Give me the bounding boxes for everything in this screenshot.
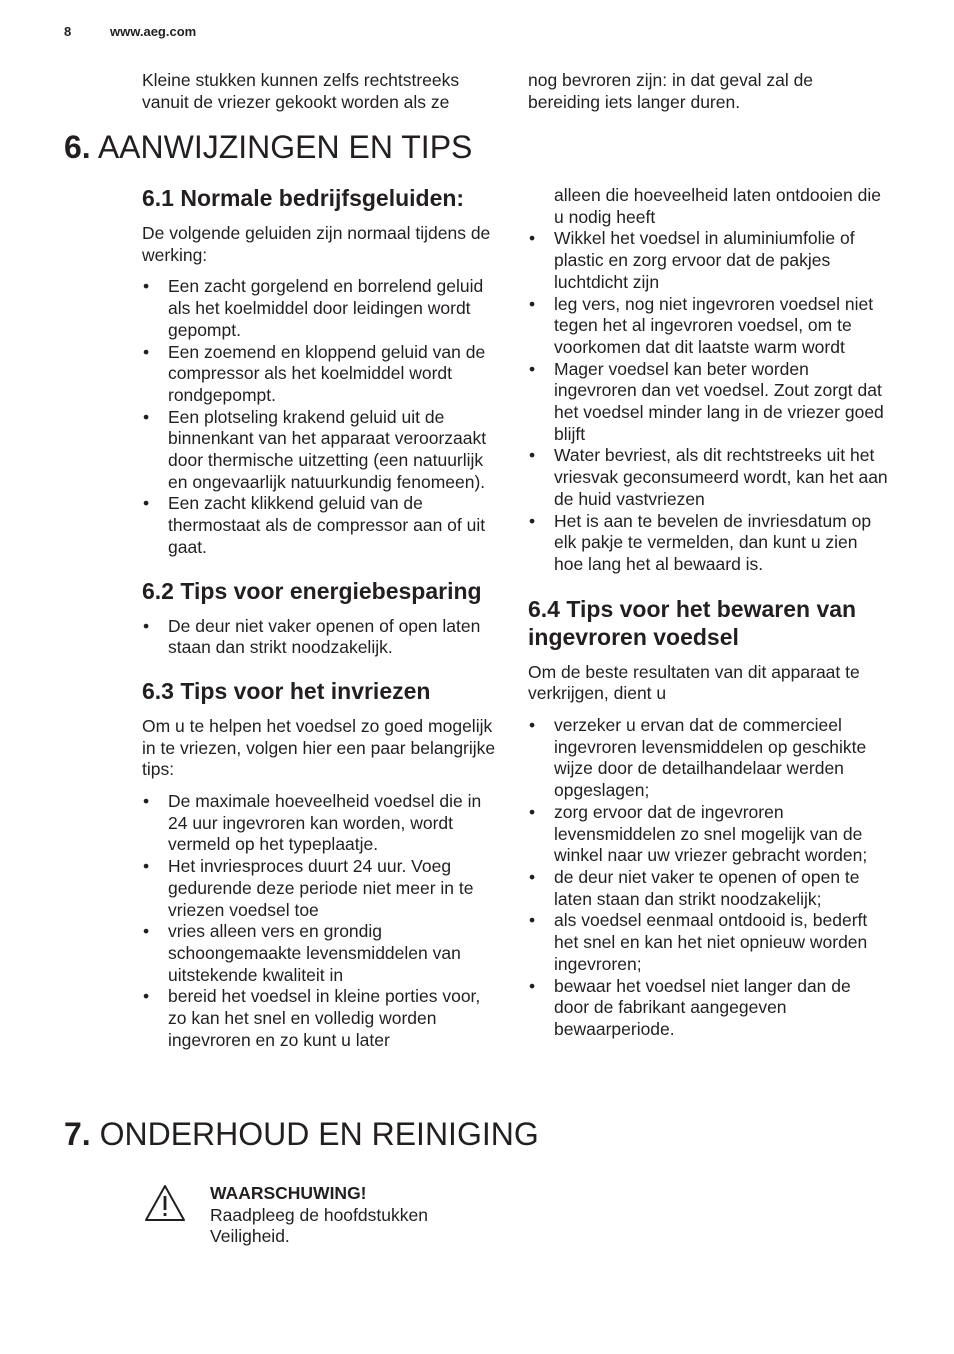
warning-text: Raadpleeg de hoofdstukken Veiligheid. [210, 1204, 428, 1247]
section-6-2-number: 6.2 [142, 577, 174, 604]
chapter-6-heading [64, 128, 472, 166]
section-6-2-list [142, 616, 502, 659]
list-item: • Een plotseling krakend geluid uit de binnenkant van het apparaat veroorzaakt door thermische uitzetting (een natuurlijk en ongevaarlijk natuurkundig fenomeen). [142, 407, 502, 494]
section-6-1-heading [142, 184, 502, 212]
chapter-7-title: ONDERHOUD EN REINIGING [99, 1116, 539, 1152]
warning-triangle-icon [143, 1183, 187, 1223]
list-item: • Een zoemend en kloppend geluid van de compressor als het koelmiddel wordt rondgepompt. [142, 342, 502, 407]
list-item: • Het invriesproces duurt 24 uur. Voeg gedurende deze periode niet meer in te vriezen voedsel toe [142, 856, 502, 921]
intro-right-text: nog bevroren zijn: in dat geval zal de bereiding iets langer duren. [528, 70, 814, 112]
list-item: • Een zacht gorgelend en borrelend geluid als het koelmiddel door leidingen wordt gepompt. [142, 276, 502, 341]
list-item: • leg vers, nog niet ingevroren voedsel niet tegen het al ingevroren voedsel, om te voorkomen dat dit laatste warm wordt [528, 294, 888, 359]
list-item: • bereid het voedsel in kleine porties voor, zo kan het snel en volledig worden ingevroren en zo kunt u later [142, 986, 502, 1051]
section-6-3-title: Tips voor het invriezen [180, 677, 431, 704]
section-6-3-list [142, 791, 502, 1051]
chapter-6-number: 6. [64, 129, 91, 165]
page-number: 8 [64, 24, 72, 39]
list-item: • Wikkel het voedsel in aluminiumfolie of plastic en zorg ervoor dat de pakjes luchtdicht zijn [528, 228, 888, 293]
section-6-4-title: Tips voor het bewaren van ingevroren voedsel [528, 595, 857, 650]
section-6-1-list [142, 276, 502, 558]
section-6-4-heading [528, 595, 888, 651]
list-item: • zorg ervoor dat de ingevroren levensmiddelen zo snel mogelijk van de winkel naar uw vriezer gebracht worden; [528, 802, 888, 867]
section-6-3-heading [142, 677, 502, 705]
section-6-3-intro: Om u te helpen het voedsel zo goed mogelijk in te vriezen, volgen hier een paar belangrijke tips: [142, 715, 496, 780]
list-item: • vries alleen vers en grondig schoongemaakte levensmiddelen van uitstekende kwaliteit in [142, 921, 502, 986]
list-item: • Mager voedsel kan beter worden ingevroren dan vet voedsel. Zout zorgt dat het voedsel minder lang in de vriezer goed blijft [528, 359, 888, 446]
list-item: • bewaar het voedsel niet langer dan de door de fabrikant aangegeven bewaarperiode. [528, 976, 888, 1041]
chapter-6-title: AANWIJZINGEN EN TIPS [97, 129, 473, 165]
intro-left-text: Kleine stukken kunnen zelfs rechtstreeks vanuit de vriezer gekookt worden als ze [142, 70, 460, 112]
section-6-4-number: 6.4 [528, 595, 560, 622]
section-6-3-list-continued [528, 228, 888, 575]
chapter-7-heading [64, 1115, 539, 1153]
section-6-3-continued-text: alleen die hoeveelheid laten ontdooien die u nodig heeft [554, 185, 881, 227]
warning-title: WAARSCHUWING! [210, 1183, 367, 1203]
section-6-3-number: 6.3 [142, 677, 174, 704]
warning-block [210, 1183, 490, 1248]
section-6-2-title: Tips voor energiebesparing [180, 577, 482, 604]
section-6-1-intro: De volgende geluiden zijn normaal tijdens de werking: [142, 223, 491, 265]
list-item: • De maximale hoeveelheid voedsel die in 24 uur ingevroren kan worden, wordt vermeld op het typeplaatje. [142, 791, 502, 856]
list-item: • Het is aan te bevelen de invriesdatum op elk pakje te vermelden, dan kunt u zien hoe lang het al bewaard is. [528, 511, 888, 576]
section-6-4-intro: Om de beste resultaten van dit apparaat te verkrijgen, dient u [528, 661, 860, 704]
website-url: www.aeg.com [110, 24, 197, 39]
section-6-1-title: Normale bedrijfsgeluiden: [180, 185, 465, 211]
list-item: • Water bevriest, als dit rechtstreeks uit het vriesvak geconsumeerd wordt, kan het aan de huid vastvriezen [528, 445, 888, 510]
list-item: • verzeker u ervan dat de commercieel ingevroren levensmiddelen op geschikte wijze door de detailhandelaar werden opgeslagen; [528, 715, 888, 802]
left-column [142, 184, 502, 1052]
chapter-7-number: 7. [64, 1116, 91, 1152]
right-column [528, 185, 888, 1041]
section-6-1-number: 6.1 [142, 185, 174, 211]
list-item: • De deur niet vaker openen of open laten staan dan strikt noodzakelijk. [142, 616, 502, 659]
list-item: • Een zacht klikkend geluid van de thermostaat als de compressor aan of uit gaat. [142, 493, 502, 558]
list-item: • de deur niet vaker te openen of open te laten staan dan strikt noodzakelijk; [528, 867, 888, 910]
section-6-2-heading [142, 577, 502, 605]
section-6-4-list [528, 715, 888, 1041]
list-item: • als voedsel eenmaal ontdooid is, bederft het snel en kan het niet opnieuw worden ingevroren; [528, 910, 888, 975]
